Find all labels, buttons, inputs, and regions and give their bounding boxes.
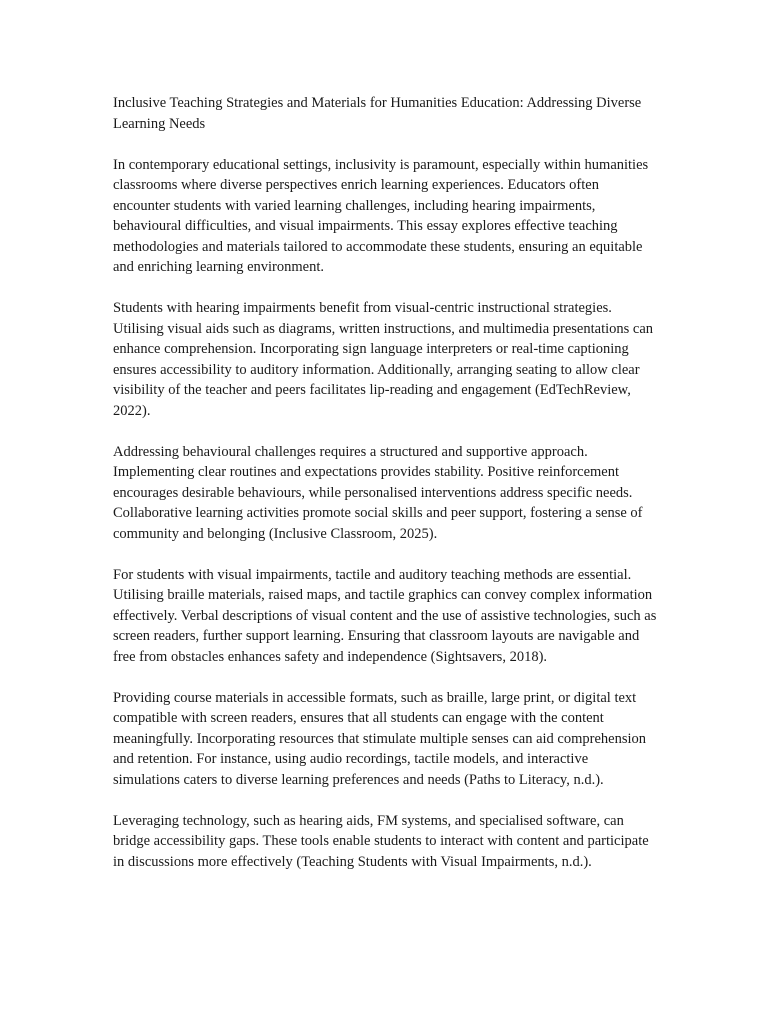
- paragraph-hearing-impairments: Students with hearing impairments benefit from visual-centric instructional strategies. Utilising visual aids such as diagrams, written instructions, and multimedia presentations can enhance comprehension. Incorporating sign language interpreters or real-time captioning ensures accessibility to auditory information. Additionally, arranging seating to allow clear visibility of the teacher and peers facilitates lip-reading and engagement (EdTechReview, 2022).: [113, 300, 654, 419]
- paragraph-visual-impairments: For students with visual impairments, tactile and auditory teaching methods are essential. Utilising braille materials, raised maps, and tactile graphics can convey complex information effectively. Verbal descriptions of visual content and the use of assistive technologies, such as screen readers, further support learning. Ensuring that classroom layouts are navigable and free from obstacles enhances safety and independence (Sightsavers, 2018).: [113, 566, 657, 665]
- document-title: Inclusive Teaching Strategies and Materials for Humanities Education: Addressing Diverse Learning Needs: [113, 95, 642, 132]
- paragraph-technology: Leveraging technology, such as hearing aids, FM systems, and specialised software, can bridge accessibility gaps. These tools enable students to interact with content and participate in discussions more effectively (Teaching Students with Visual Impairments, n.d.).: [113, 812, 649, 870]
- paragraph-introduction: In contemporary educational settings, inclusivity is paramount, especially within humanities classrooms where diverse perspectives enrich learning experiences. Educators often encounter students with varied learning challenges, including hearing impairments, behavioural difficulties, and visual impairments. This essay explores effective teaching methodologies and materials tailored to accommodate these students, ensuring an equitable and enriching learning environment.: [113, 156, 649, 275]
- paragraph-behavioural-challenges: Addressing behavioural challenges requires a structured and supportive approach. Implementing clear routines and expectations provides stability. Positive reinforcement encourages desirable behaviours, while personalised interventions address specific needs. Collaborative learning activities promote social skills and peer support, fostering a sense of community and belonging (Inclusive Classroom, 2025).: [113, 443, 643, 542]
- document-body: [113, 93, 658, 893]
- paragraph-accessible-materials: Providing course materials in accessible formats, such as braille, large print, or digital text compatible with screen readers, ensures that all students can engage with the content meaningfully. Incorporating resources that stimulate multiple senses can aid comprehension and retention. For instance, using audio recordings, tactile models, and interactive simulations caters to diverse learning preferences and needs (Paths to Literacy, n.d.).: [113, 689, 646, 788]
